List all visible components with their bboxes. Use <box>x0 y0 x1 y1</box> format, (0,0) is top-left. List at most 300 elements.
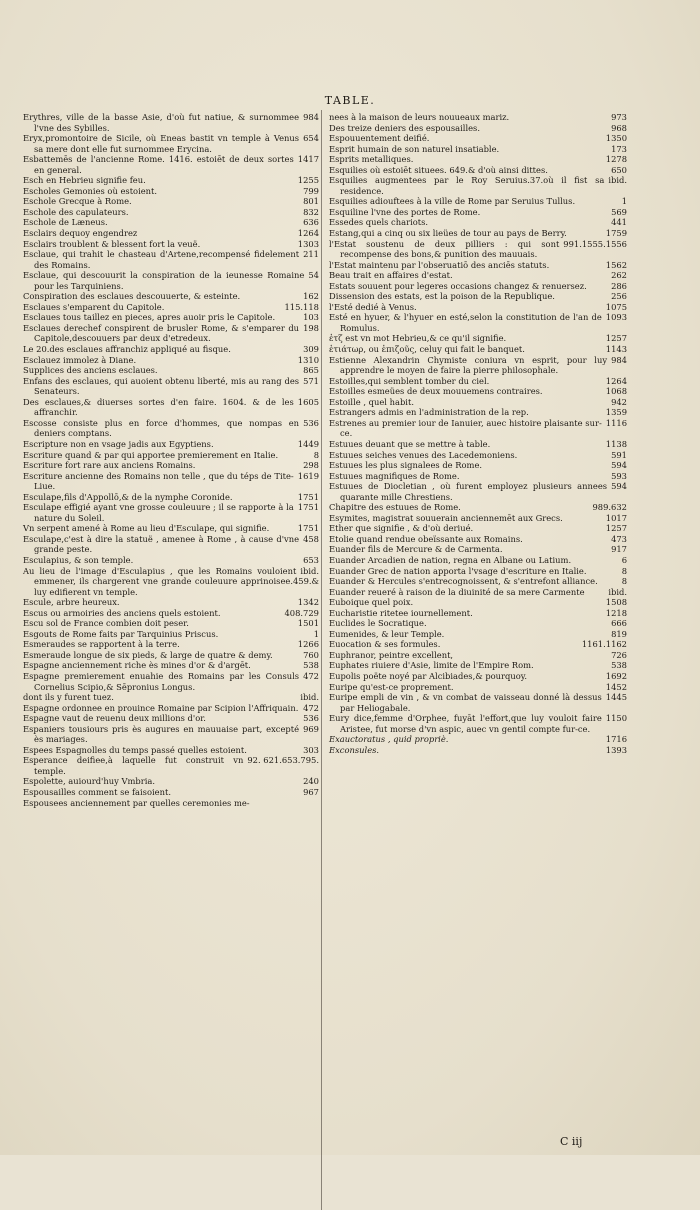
entry-text: Estuues deuant que se mettre à table. <box>329 438 491 449</box>
entry-text: Exauctoratus , quid propriè. <box>329 734 449 745</box>
page-reference: 832 <box>303 206 319 217</box>
entry-text: Esch en Hebrieu signifie feu. <box>23 175 146 186</box>
index-entry <box>23 355 319 366</box>
index-entry <box>23 755 319 776</box>
index-entry <box>23 502 319 523</box>
index-entry <box>329 660 627 671</box>
page-reference: 1303 <box>297 238 319 249</box>
index-entry <box>23 344 319 355</box>
index-entry <box>23 323 319 344</box>
index-entry <box>23 787 319 798</box>
page-reference: 303 <box>303 744 319 755</box>
entry-text: Espagne anciennement riche ès mines d'or & d'argēt. <box>23 660 251 671</box>
entry-text: Enfans des esclaues, qui auoient obtenu liberté, mis au rang des Senateurs. <box>23 375 300 397</box>
page-reference: 103 <box>303 312 319 323</box>
page-reference: 571 <box>303 375 319 386</box>
page-reference: 1264 <box>297 228 319 239</box>
page-reference: 1257 <box>605 333 627 344</box>
index-entry <box>23 291 319 302</box>
entry-text: Euphates riuiere d'Asie, limite de l'Empire Rom. <box>329 660 534 671</box>
index-entry <box>23 534 319 555</box>
index-entry <box>23 186 319 197</box>
page-reference: 286 <box>611 280 627 291</box>
index-entry <box>23 302 319 313</box>
index-entry <box>23 608 319 619</box>
index-entry <box>23 112 319 133</box>
page-reference: 591 <box>611 449 627 460</box>
index-entry <box>329 513 627 524</box>
page-reference: 1619 <box>297 470 319 481</box>
entry-text: Esymites, magistrat souuerain anciennemēt aux Grecs. <box>329 512 563 523</box>
page-reference: 309 <box>303 344 319 355</box>
page-reference: 968 <box>611 122 627 133</box>
index-entry <box>23 450 319 461</box>
index-entry <box>329 123 627 134</box>
entry-text: Escholes Gemonies où estoient. <box>23 185 158 196</box>
entry-text: Euripe qu'est-ce proprement. <box>329 681 454 692</box>
page-reference: 472 <box>303 670 319 681</box>
page-reference: 1264 <box>605 375 627 386</box>
index-entry <box>329 745 627 756</box>
page-reference: 8 <box>621 565 627 576</box>
entry-text: Esquilies augmentees par le Roy Seruius.37.où il fist sa residence. <box>329 175 605 196</box>
index-entry <box>329 534 627 545</box>
entry-text: Estuues magnifiques de Rome. <box>329 470 460 481</box>
index-entry <box>329 154 627 165</box>
entry-text: Vn serpent amené à Rome au lieu d'Esculape, qui signifie. <box>23 523 270 534</box>
index-entry <box>329 734 627 745</box>
index-entry <box>23 703 319 714</box>
entry-text: Estang,qui a cinq ou six lieües de tour au pays de Berry. <box>329 228 567 239</box>
index-entry <box>329 671 627 682</box>
index-entry <box>23 618 319 629</box>
index-entry <box>329 481 627 502</box>
index-entry <box>23 597 319 608</box>
page-reference: 1445 <box>605 692 627 703</box>
index-entry <box>329 112 627 123</box>
page-reference: 1751 <box>297 491 319 502</box>
entry-text: Eschole des capulateurs. <box>23 206 129 217</box>
entry-text: Escus ou armoiries des anciens quels estoient. <box>23 607 221 618</box>
index-entry <box>23 365 319 376</box>
index-entry <box>23 207 319 218</box>
page-reference: 1017 <box>605 512 627 523</box>
entry-text: Esclaue, qui descouurit la conspiration de la ieunesse Romaine pour les Tarquiniens. <box>23 270 305 291</box>
entry-text: Estienne Alexandrin Chymiste coniura vn esprit, pour luy apprendre le moyen de faire la pierre philosophale. <box>329 354 608 376</box>
page-reference: 1417 <box>297 154 319 165</box>
index-entry <box>329 544 627 555</box>
entry-text: Espolette, auiourd'huy Vmbria. <box>23 776 156 787</box>
entry-text: Esclaue, qui trahit le chasteau d'Artene,recompensé fidelement des Romains. <box>23 249 300 270</box>
index-entry <box>23 650 319 661</box>
index-entry <box>329 291 627 302</box>
page-reference: 473 <box>611 533 627 544</box>
page-reference: 538 <box>303 660 319 671</box>
page-reference: 819 <box>611 628 627 639</box>
entry-text: l'Esté dedié à Venus. <box>329 301 417 312</box>
page-reference: 594 <box>611 460 627 471</box>
index-entry <box>329 344 627 355</box>
entry-text: ἐτζ est vn mot Hebrieu,& ce qu'il signifie. <box>329 333 507 344</box>
page-reference: 1255 <box>297 175 319 186</box>
entry-text: Espagne vaut de reuenu deux millions d'or. <box>23 713 206 724</box>
index-entry <box>329 144 627 155</box>
entry-text: Esquiline l'vne des portes de Rome. <box>329 206 481 217</box>
page-reference: 536 <box>303 713 319 724</box>
index-entry <box>23 196 319 207</box>
index-entry <box>23 217 319 228</box>
page-reference: 594 <box>611 481 627 492</box>
index-entry <box>23 133 319 154</box>
page-reference: 1359 <box>605 407 627 418</box>
index-entry <box>329 281 627 292</box>
entry-text: Essedes quels chariots. <box>329 217 429 228</box>
signature-mark: C iij <box>560 1135 583 1148</box>
page-reference: 8 <box>313 449 319 460</box>
page-reference: 1 <box>313 628 319 639</box>
index-entry <box>23 228 319 239</box>
entry-text: Supplices des anciens esclaues. <box>23 365 158 376</box>
page-reference: 408.729 <box>284 607 319 618</box>
index-entry <box>329 439 627 450</box>
page-reference: 799 <box>303 185 319 196</box>
page-reference: 1093 <box>605 312 627 323</box>
index-entry <box>23 523 319 534</box>
page-reference: 458 <box>303 533 319 544</box>
page-reference: 760 <box>303 649 319 660</box>
page-reference: 1075 <box>605 301 627 312</box>
entry-text: Esgouts de Rome faits par Tarquinius Priscus. <box>23 628 219 639</box>
entry-text: Esculape,fils d'Appollō,& de la nymphe Coronide. <box>23 491 233 502</box>
entry-text: Estuues seiches venues des Lacedemoniens. <box>329 449 518 460</box>
page-reference: 1350 <box>605 133 627 144</box>
page-reference: 969 <box>303 723 319 734</box>
entry-text: Esperance deifiee,à laquelle fut construit vn temple. <box>23 755 244 776</box>
entry-text: Etolie quand rendue obeïssante aux Romains. <box>329 533 523 544</box>
entry-text: Escule, arbre heureux. <box>23 597 120 608</box>
page-reference: 262 <box>611 270 627 281</box>
entry-text: Esquilies où estoiēt situees. 649.& d'où ainsi dittes. <box>329 164 548 175</box>
page-reference: 198 <box>303 322 319 333</box>
page-reference: 942 <box>611 396 627 407</box>
page-reference: 162 <box>303 291 319 302</box>
entry-text: nees à la maison de leurs nouueaux mariz. <box>329 112 510 122</box>
index-entry <box>329 650 627 661</box>
entry-text: Euander fils de Mercure & de Carmenta. <box>329 544 503 555</box>
entry-text: Estoilles,qui semblent tomber du ciel. <box>329 375 490 386</box>
page-header: TABLE. <box>324 94 376 107</box>
entry-text: Euander reueré à raison de la diuinité de sa mere Carmente <box>329 586 585 597</box>
page-reference: 1266 <box>297 639 319 650</box>
index-entry <box>329 133 627 144</box>
page-reference: ibid. <box>300 692 319 703</box>
page-reference: 54 <box>308 270 319 281</box>
index-entry <box>23 629 319 640</box>
entry-text: Le 20.des esclaues affranchiz appliqué au fisque. <box>23 344 231 355</box>
entry-text: Espouuentement deifié. <box>329 133 430 144</box>
index-entry <box>329 713 627 734</box>
entry-text: Esmeraudes se rapportent à la terre. <box>23 639 180 650</box>
page-reference: 8 <box>621 576 627 587</box>
page-reference: 801 <box>303 196 319 207</box>
entry-text: Escriture ancienne des Romains non telle , que du téps de Tite-Liue. <box>23 470 294 492</box>
page-reference: ibid. <box>300 565 319 576</box>
index-column-left <box>23 112 319 808</box>
page-reference: 6 <box>621 554 627 565</box>
entry-text: Esclaues tous taillez en pieces, apres auoir pris le Capitole. <box>23 312 276 323</box>
entry-text: Estuues les plus signalees de Rome. <box>329 460 483 471</box>
page-reference: 636 <box>303 217 319 228</box>
entry-text: Estuues de Diocletian , où furent employez plusieurs annees quarante mille Chrestiens. <box>329 481 608 502</box>
index-entry <box>329 639 627 650</box>
page-reference: ibid. <box>608 175 627 186</box>
index-entry <box>23 713 319 724</box>
entry-text: Estats souuent pour legeres occasions changez & renuersez. <box>329 280 587 291</box>
index-entry <box>329 376 627 387</box>
page-reference: 1 <box>621 196 627 207</box>
index-entry <box>329 217 627 228</box>
page-reference: 1218 <box>605 607 627 618</box>
page-reference: 1278 <box>605 154 627 165</box>
index-entry <box>23 397 319 418</box>
index-entry <box>329 270 627 281</box>
index-entry <box>23 724 319 745</box>
entry-text: Eumenides, & leur Temple. <box>329 628 445 639</box>
index-entry <box>329 597 627 608</box>
entry-text: Euboique quel poix. <box>329 597 414 608</box>
index-entry <box>329 175 627 196</box>
entry-text: Escu sol de France combien doit peser. <box>23 618 189 629</box>
entry-text: Eucharistie ritetee iournellement. <box>329 607 473 618</box>
page-reference: 1508 <box>605 597 627 608</box>
entry-text: Escosse consiste plus en force d'hommes, que nompas en deniers comptans. <box>23 417 300 439</box>
page-reference: 666 <box>611 618 627 629</box>
index-entry <box>329 682 627 693</box>
entry-text: Eury dice,femme d'Orphee, fuyāt l'effort,que luy vouloit faire Aristee, fut morse d'vn aspic, auec vn gentil compte fur-ce. <box>329 713 602 734</box>
page-reference: 1138 <box>605 438 627 449</box>
page-reference: 1751 <box>297 502 319 513</box>
index-entry <box>329 460 627 471</box>
page-reference: 726 <box>611 649 627 660</box>
page-reference: 1150 <box>605 713 627 724</box>
page-reference: 917 <box>611 544 627 555</box>
page-reference: 1310 <box>297 354 319 365</box>
entry-text: Ether que signifie , & d'où deriué. <box>329 523 474 534</box>
entry-text: Esculapius, & son temple. <box>23 554 134 565</box>
index-entry <box>329 260 627 271</box>
entry-text: Euander Arcadien de nation, regna en Albane ou Latium. <box>329 554 572 565</box>
index-entry <box>23 492 319 503</box>
entry-text: Euander Grec de nation apporta l'vsage d'escriture en Italie. <box>329 565 587 576</box>
entry-text: Esculape effigié ayant vne grosse couleuure ; il se rapporte à la nature du Soleil. <box>23 502 294 523</box>
index-entry <box>23 439 319 450</box>
page-reference: 1143 <box>605 344 627 355</box>
page-reference: 115.118 <box>284 301 319 312</box>
entry-text: Espousees anciennement par quelles ceremonies me- <box>23 797 250 808</box>
index-entry <box>329 207 627 218</box>
entry-text: Esprit humain de son naturel insatiable. <box>329 143 500 154</box>
page-reference: 654 <box>303 133 319 144</box>
index-entry <box>23 154 319 175</box>
index-entry <box>23 418 319 439</box>
entry-text: Escriture fort rare aux anciens Romains. <box>23 460 196 471</box>
page-reference: 989.632 <box>592 502 627 513</box>
index-entry <box>329 165 627 176</box>
index-entry <box>23 249 319 270</box>
entry-text: Esté en hyuer, & l'hyuer en esté,selon la constitution de l'an de Romulus. <box>329 312 602 333</box>
page-reference: 298 <box>303 460 319 471</box>
page-reference: 1501 <box>297 618 319 629</box>
entry-text: Beau trait en affaires d'estat. <box>329 270 453 281</box>
entry-text: Esclairs troublent & blessent fort la veuë. <box>23 238 201 249</box>
page-reference: 1751 <box>297 523 319 534</box>
entry-text: Esclauez immolez à Diane. <box>23 354 137 365</box>
page-reference: 92. 621.653.795. <box>247 755 319 766</box>
page-reference: 173 <box>611 143 627 154</box>
index-entry <box>23 566 319 598</box>
page-reference: 984 <box>611 354 627 365</box>
entry-text: Conspiration des esclaues descouuerte, & esteinte. <box>23 291 241 302</box>
index-entry <box>329 228 627 239</box>
page-reference: 1562 <box>605 259 627 270</box>
entry-text: Espaniers tousiours pris ès augures en mauuaise part, excepté ès mariages. <box>23 723 300 745</box>
entry-text: Espousailles comment se faisoient. <box>23 787 171 797</box>
entry-text: l'Estat soustenu de deux pilliers : qui sont recompense des bons,& punition des mauuais. <box>329 238 560 260</box>
index-entry <box>329 450 627 461</box>
index-entry <box>329 608 627 619</box>
page-reference: 1759 <box>605 228 627 239</box>
index-entry <box>23 460 319 471</box>
entry-text: Espagne premierement enuahie des Romains par les Consuls Cornelius Scipio,& Sēpronius Longus. <box>23 670 300 692</box>
page-reference: 984 <box>303 112 319 122</box>
page-reference: 973 <box>611 112 627 122</box>
index-column-right <box>329 112 627 755</box>
entry-text: Eschole de Læneus. <box>23 217 108 228</box>
entry-text: Erythres, ville de la basse Asie, d'où fut natiue, & surnommee l'vne des Sybilles. <box>23 112 300 133</box>
index-entry <box>329 555 627 566</box>
entry-text: Estoille , quel habit. <box>329 396 414 407</box>
index-entry <box>23 745 319 756</box>
entry-text: Eupolis poëte noyé par Alcibiades,& pourquoy. <box>329 670 528 681</box>
index-entry <box>329 629 627 640</box>
index-entry <box>329 502 627 513</box>
entry-text: Euander & Hercules s'entrecognoissent, & s'entrefont alliance. <box>329 576 598 587</box>
page-reference: 1605 <box>297 396 319 407</box>
page-reference: 865 <box>303 365 319 376</box>
index-entry <box>23 692 319 703</box>
entry-text: Estrangers admis en l'administration de la rep. <box>329 407 529 418</box>
index-entry <box>23 776 319 787</box>
page-reference: 1393 <box>605 744 627 755</box>
index-entry <box>329 333 627 344</box>
column-divider <box>321 110 322 1210</box>
entry-text: Chapitre des estuues de Rome. <box>329 502 461 513</box>
entry-text: ἑτιάτωρ, ou ἑπιζοῦς, celuy qui fait le banquet. <box>329 344 525 355</box>
entry-text: Esculape,c'est à dire la statuë , amenee à Rome , à cause d'vne grande peste. <box>23 533 300 555</box>
index-entry <box>23 555 319 566</box>
entry-text: Eryx,promontoire de Sicile, où Eneas bastit vn temple à Venus sa mere dont elle fut surnommee Erycina. <box>23 133 300 154</box>
entry-text: Escriture quand & par qui apportee premierement en Italie. <box>23 449 279 460</box>
page-reference: 211 <box>303 249 319 260</box>
entry-text: l'Estat maintenu par l'obseruatiō des anciēs statuts. <box>329 259 550 270</box>
page-reference: ibid. <box>608 586 627 597</box>
page-reference: 538 <box>611 660 627 671</box>
index-entry <box>23 239 319 250</box>
index-entry <box>329 471 627 482</box>
page-reference: 1716 <box>605 734 627 745</box>
page-reference: 967 <box>303 787 319 797</box>
entry-text: Esprits metalliques. <box>329 154 414 165</box>
page-reference: 1692 <box>605 670 627 681</box>
index-entry <box>329 566 627 577</box>
index-entry <box>329 523 627 534</box>
index-entry <box>329 576 627 587</box>
page-reference: 1257 <box>605 523 627 534</box>
entry-text: Estrenes au premier iour de Ianuier, auec histoire plaisante sur-ce. <box>329 417 602 439</box>
page-reference: 256 <box>611 291 627 302</box>
entry-text: Au lieu de l'image d'Esculapius , que les Romains vouloient emmener, ils chargerent vne grande couleuure apprinoisee.459.& luy edifierent vn temple. <box>23 565 319 597</box>
entry-text: Espagne ordonnee en prouince Romaine par Scipion l'Affriquain. <box>23 702 299 713</box>
page-reference: 593 <box>611 470 627 481</box>
page-reference: 536 <box>303 417 319 428</box>
page-reference: 1449 <box>297 438 319 449</box>
page-reference: 991.1555.1556 <box>563 238 627 249</box>
page-reference: 240 <box>303 776 319 787</box>
index-entry <box>23 660 319 671</box>
index-entry <box>329 312 627 333</box>
entry-text: Esmeraude longue de six pieds, & large de quatre & demy. <box>23 649 273 660</box>
page-reference: 650 <box>611 164 627 175</box>
entry-text: Escripture non en vsage jadis aux Egyptiens. <box>23 438 214 449</box>
index-entry <box>23 671 319 692</box>
entry-text: Euclides le Socratique. <box>329 618 427 629</box>
index-entry <box>23 471 319 492</box>
page-reference: 1161.1162 <box>581 639 627 650</box>
entry-text: Esquilies adiouftees à la ville de Rome par Seruius Tullus. <box>329 196 576 207</box>
entry-text: Exconsules. <box>329 744 380 755</box>
entry-text: Estoilles esmeües de deux mouuemens contraires. <box>329 386 543 397</box>
page-reference: 1116 <box>605 417 627 428</box>
index-entry <box>329 692 627 713</box>
entry-text: Euphranor, peintre excellent, <box>329 649 454 660</box>
index-entry <box>329 196 627 207</box>
index-entry <box>329 239 627 260</box>
page-reference: 1452 <box>605 681 627 692</box>
entry-text: Des treize deniers des espousailles. <box>329 122 480 133</box>
index-entry <box>329 386 627 397</box>
entry-text: Dissension des estats, est la poison de la Republique. <box>329 291 555 302</box>
entry-text: Esclaues s'emparent du Capitole. <box>23 301 165 312</box>
index-entry <box>329 355 627 376</box>
index-entry <box>23 270 319 291</box>
index-entry <box>329 397 627 408</box>
entry-text: Euocation & ses formules. <box>329 639 441 650</box>
entry-text: Esclairs dequoy engendrez <box>23 228 138 239</box>
entry-text: dont ils y furent tuez. <box>23 692 114 703</box>
entry-text: Euripe empli de vin , & vn combat de vaisseau donné là dessus par Heliogabale. <box>329 692 602 713</box>
page-reference: 1342 <box>297 597 319 608</box>
index-entry <box>329 587 627 598</box>
entry-text: Eschole Grecque à Rome. <box>23 196 132 207</box>
page-reference: 569 <box>611 206 627 217</box>
entry-text: Esclaues derechef conspirent de brusler Rome, & s'emparer du Capitole,descouuers par deux d'etredeux. <box>23 322 300 344</box>
entry-text: Espees Espagnolles du temps passé quelles estoient. <box>23 744 247 755</box>
entry-text: Des esclaues,& diuerses sortes d'en faire. 1604. & de les affranchir. <box>23 396 294 418</box>
index-entry <box>329 302 627 313</box>
index-entry <box>23 639 319 650</box>
page-reference: 653 <box>303 554 319 565</box>
index-entry <box>329 418 627 439</box>
